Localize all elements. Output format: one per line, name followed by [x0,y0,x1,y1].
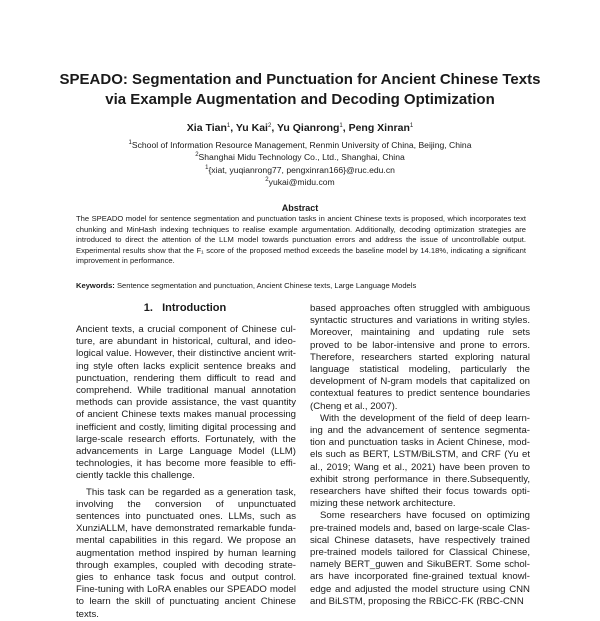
keywords-text: Sentence segmentation and punctuation, Ancient Chinese texts, Large Language Models [114,281,417,290]
author-name: Peng Xinran [348,122,410,134]
affil-mark: 1 [205,165,209,171]
affil-text: Shanghai Midu Technology Co., Ltd., Shanghai, China [198,152,405,162]
email-text: {xiat, yuqianrong77, pengxinran166}@ruc.edu.cn [208,165,395,175]
keywords-line [76,281,536,290]
author-affil-mark: 1 [226,123,231,129]
author-name: Xia Tian [186,122,227,134]
body-paragraph: Some researchers have focused on optimizing pre-trained models and, based on large-scale Classical Chinese datasets, have respectively trained pre-trained models tailored for Classical Chinese, namely BERT_guwen and SikuBERT. Some scholars have incorporated fine-grained textual knowledge and adjusted the model structure using CNN and BiLSTM, proposing the RBiCC-FK (RBC-CNN [310,510,530,607]
title-line-2: via Example Augmentation and Decoding Optimization [105,90,495,108]
affiliation-line [40,149,560,163]
body-paragraph: based approaches often struggled with ambiguous syntactic structures and variations in writing styles. Moreover, maintaining and updating rule sets proved to be labor-intensive and prone to errors. Therefore, researchers started exploring natural language statistical modeling, particularly the development of N-gram models that capitalized on contextual features to predict sentence boundaries (Cheng et al., 2007). [310,303,530,412]
section-heading [76,302,294,314]
affil-mark: 2 [195,152,199,158]
affil-text: School of Information Resource Management, Renmin University of China, Beijing, China [131,140,472,150]
section-title: Introduction [162,302,227,314]
abstract-text: The SPEADO model for sentence segmentation and punctuation tasks in ancient Chinese texts is proposed, which incorporates text chunking and MinHash indexing techniques to realise example argumentation. Additionally, decoding optimization strategies are introduced to direct the attention of the LLM model towards punctuation errors and address the issue of uncontrollable output. Experimental results show that the F₁ score of the proposed method exceeds the baseline model by 14.18%, indicating a significant improvement in performance. [76,214,526,266]
affil-mark: 1 [128,140,132,146]
author-affil-mark: 1 [409,123,414,129]
author-affil-mark: 2 [267,123,272,129]
email-text: yukai@midu.com [268,177,335,187]
abstract-heading: Abstract [281,203,319,213]
section-number: 1. [143,302,153,314]
email-line [40,174,560,188]
author-name: Yu Qianrong [276,122,340,134]
body-paragraph: This task can be regarded as a generation task, involving the conversion of unpunctuated sentences into punctuated ones. LLMs, such as XunziALLM, have demonstrated remarkable fundamental capabilities in this regard. We propose an augmentation method inspired by human learning through examples, coupled with decoding strategies to enhance task focus and output control. Fine-tuning with LoRA enables our SPEADO model to learn the skill of punctuating ancient Chinese texts. [76,486,296,620]
right-column [310,303,530,608]
left-column [76,324,296,621]
author-affil-mark: 1 [339,123,343,129]
keywords-label: Keywords: [76,281,115,290]
title-line-1: SPEADO: Segmentation and Punctuation for Ancient Chinese Texts [59,71,541,88]
author-list: Xia Tian$^1$, Yu Kai$^2$, Yu Qianrong$^1$, Peng Xinran$^1$ [186,122,414,134]
author-name: Yu Kai [235,122,268,134]
body-paragraph: Ancient texts, a crucial component of Chinese culture, are abundant in historical, cultural, and ideological value. However, their distinctive ancient writing style often lacks explicit sentence breaks and punctuation, rendering them difficult to read and comprehend. While traditional manual annotation methods can provide assistance, the vast quantity of ancient Chinese texts makes manual processing inefficient and costly, limiting digital processing and large-scale research efforts. Fortunately, with the advancements in Large Language Model (LLM) technologies, it has become more feasible to efficiently tackle this challenge. [76,324,296,482]
body-paragraph: With the development of the field of deep learning and the advancement of sentence segmentation and punctuation tasks in Acient Chinese, models such as BERT, LSTM/BiLSTM, and CRF (Yu et al., 2019; Wang et al., 2021) have been proven to exhibit strong performance in there.Subsequently, researchers have shifted their focus towards optimizing these network architecture. [310,412,530,510]
affil-mark: 2 [265,177,269,183]
paper-title [40,70,560,109]
